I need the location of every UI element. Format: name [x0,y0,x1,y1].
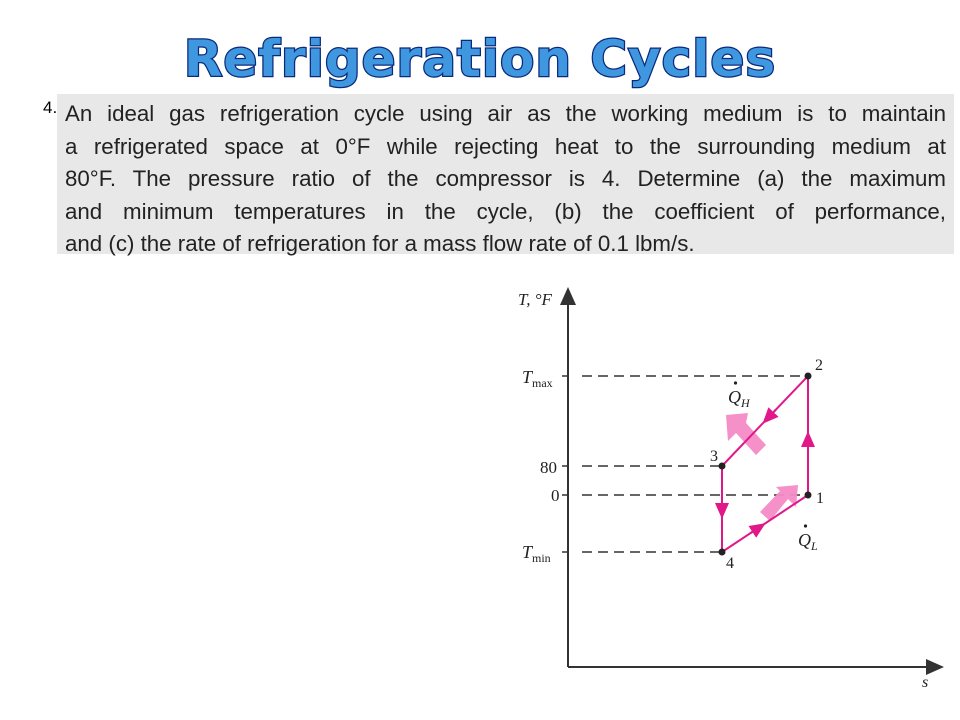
state-point-4 [719,549,726,556]
page-title: Refrigeration Cycles [183,30,777,88]
problem-line: An ideal gas refrigeration cycle using air as the working medium is to maintain [65,101,946,126]
problem-statement [57,94,954,254]
t80-label: 80 [540,458,557,477]
process-4-1 [722,495,808,552]
qh-dot [734,381,737,384]
question-number: 4. [43,98,58,117]
problem-line: 80°F. The pressure ratio of the compressor is 4. Determine (a) the maximum [65,166,946,191]
t0-label: 0 [551,486,560,505]
problem-line: and minimum temperatures in the cycle, (b) the coefficient of performance, [65,198,946,224]
problem-line: a refrigerated space at 0°F while rejecting heat to the surrounding medium at [65,133,946,159]
state-label-4: 4 [726,555,734,572]
dir-arrow-4-1 [750,528,759,534]
state-point-3 [719,463,726,470]
y-axis-label: T, °F [518,290,552,309]
ts-diagram [500,275,960,705]
heat-out-arrow [726,413,766,455]
x-axis-label: s [922,674,929,691]
state-label-3: 3 [710,448,718,465]
state-point-1 [805,492,812,499]
qh-label: $Q_H$ [728,387,750,410]
state-point-2 [805,373,812,380]
state-label-1: 1 [816,490,824,507]
tmin-label: $T_{min}$ [522,542,551,565]
state-label-2: 2 [815,357,823,374]
heat-in-arrow [760,485,798,521]
tmax-label: $T_{max}$ [522,367,553,390]
problem-line: and (c) the rate of refrigeration for a mass flow rate of 0.1 lbm/s. [65,231,695,256]
dir-arrow-2-3 [768,410,776,418]
ql-dot [804,524,807,527]
ql-label: $Q_L$ [798,530,818,553]
